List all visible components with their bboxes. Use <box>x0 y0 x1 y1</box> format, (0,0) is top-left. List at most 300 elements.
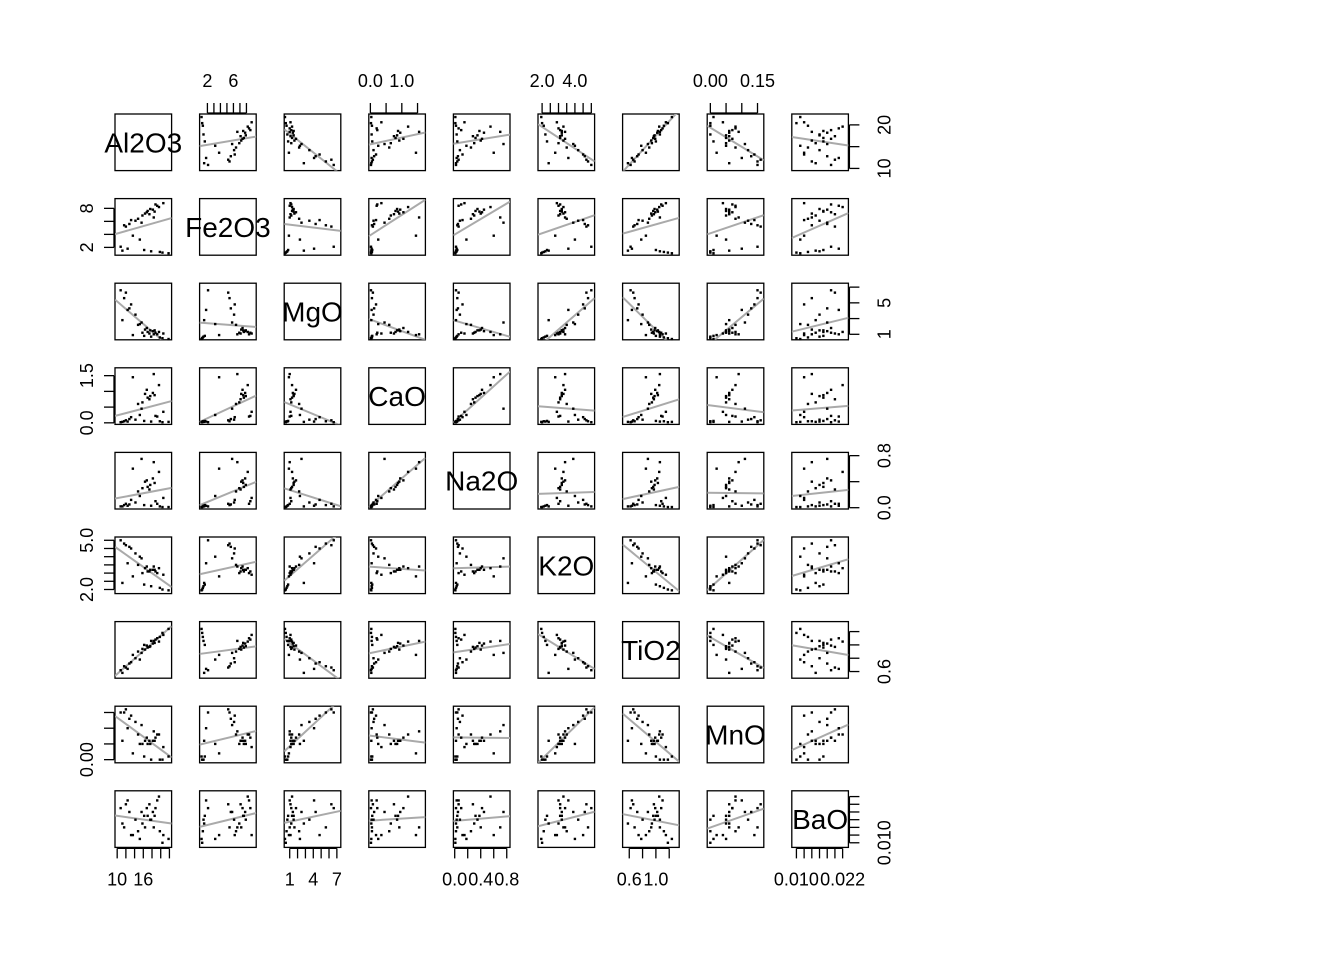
data-point <box>158 206 160 208</box>
data-point <box>214 555 216 557</box>
data-point <box>371 636 373 638</box>
data-point <box>478 642 480 644</box>
data-point <box>455 162 457 164</box>
data-point <box>803 202 805 204</box>
data-point <box>822 743 824 745</box>
data-point <box>137 403 139 405</box>
data-point <box>325 711 327 713</box>
data-point <box>377 495 379 497</box>
data-point <box>153 482 155 484</box>
data-point <box>728 642 730 644</box>
data-point <box>489 125 491 127</box>
data-point <box>722 497 724 499</box>
data-point <box>750 811 752 813</box>
data-point <box>418 565 420 567</box>
data-point <box>230 307 232 309</box>
data-point <box>640 495 642 497</box>
data-point <box>725 658 727 660</box>
data-point <box>747 149 749 151</box>
data-point <box>150 640 152 642</box>
data-point <box>460 807 462 809</box>
data-point <box>204 335 206 337</box>
data-point <box>627 249 629 251</box>
data-point <box>300 221 302 223</box>
data-point <box>461 303 463 305</box>
data-point <box>822 646 824 648</box>
data-point <box>647 143 649 145</box>
data-point <box>728 162 730 164</box>
data-point <box>472 398 474 400</box>
data-point <box>838 333 840 335</box>
data-point <box>556 497 558 499</box>
data-point <box>734 415 736 417</box>
data-point <box>245 134 247 136</box>
tick-label: 0.6 <box>616 869 642 890</box>
data-point <box>838 562 840 564</box>
data-point <box>741 799 743 801</box>
data-point <box>665 202 667 204</box>
data-point <box>709 585 711 587</box>
data-point <box>659 505 661 507</box>
data-point <box>242 394 244 396</box>
data-point <box>289 488 291 490</box>
data-point <box>461 153 463 155</box>
data-point <box>375 219 377 221</box>
data-point <box>807 336 809 338</box>
data-point <box>370 668 372 670</box>
data-point <box>330 419 332 421</box>
data-point <box>227 159 229 161</box>
data-point <box>722 411 724 413</box>
data-point <box>661 127 663 129</box>
data-point <box>502 811 504 813</box>
data-point <box>650 826 652 828</box>
data-point <box>370 842 372 844</box>
panel-Al2O3-vs-MnO <box>707 114 764 171</box>
data-point <box>134 501 136 503</box>
data-point <box>457 225 459 227</box>
data-point <box>289 121 291 123</box>
data-point <box>455 640 457 642</box>
data-point <box>650 139 652 141</box>
data-point <box>418 461 420 463</box>
panel-BaO-vs-MgO <box>284 791 341 848</box>
data-point <box>146 807 148 809</box>
data-point <box>564 807 566 809</box>
data-point <box>204 140 206 142</box>
data-point <box>247 733 249 735</box>
data-point <box>737 640 739 642</box>
data-point <box>562 795 564 797</box>
data-point <box>818 501 820 503</box>
data-point <box>661 205 663 207</box>
data-point <box>455 727 457 729</box>
data-point <box>247 384 249 386</box>
data-point <box>457 708 459 710</box>
data-point <box>125 708 127 710</box>
tick-label: 0.010 <box>874 820 895 866</box>
data-point <box>481 644 483 646</box>
data-point <box>641 818 643 820</box>
data-point <box>418 333 420 335</box>
data-point <box>590 669 592 671</box>
panel-frame <box>453 283 510 340</box>
data-point <box>728 482 730 484</box>
data-point <box>236 730 238 732</box>
data-point <box>140 557 142 559</box>
data-point <box>238 142 240 144</box>
data-point <box>722 574 724 576</box>
data-point <box>202 636 204 638</box>
data-point <box>308 721 310 723</box>
data-point <box>667 337 669 339</box>
data-point <box>239 332 241 334</box>
data-point <box>149 743 151 745</box>
data-point <box>645 467 647 469</box>
panel-MnO-vs-Na2O <box>453 706 510 763</box>
data-point <box>121 319 123 321</box>
panel-frame <box>623 368 680 425</box>
data-point <box>407 125 409 127</box>
data-point <box>654 138 656 140</box>
data-point <box>803 752 805 754</box>
data-point <box>144 393 146 395</box>
data-point <box>818 585 820 587</box>
data-point <box>564 327 566 329</box>
data-point <box>747 501 749 503</box>
data-point <box>590 807 592 809</box>
data-point <box>834 398 836 400</box>
data-point <box>627 421 629 423</box>
data-point <box>807 403 809 405</box>
data-point <box>590 711 592 713</box>
data-point <box>140 652 142 654</box>
data-point <box>818 505 820 507</box>
data-point <box>289 202 291 204</box>
data-point <box>289 637 291 639</box>
data-point <box>838 733 840 735</box>
data-point <box>298 830 300 832</box>
data-point <box>248 799 250 801</box>
data-point <box>645 834 647 836</box>
data-point <box>393 332 395 334</box>
data-point <box>750 503 752 505</box>
data-point <box>396 134 398 136</box>
data-point <box>655 504 657 506</box>
data-point <box>838 420 840 422</box>
data-point <box>370 162 372 164</box>
panel-Na2O-vs-Al2O3 <box>115 452 172 509</box>
data-point <box>415 467 417 469</box>
data-point <box>554 752 556 754</box>
data-point <box>572 143 574 145</box>
data-point <box>744 221 746 223</box>
data-point <box>659 758 661 760</box>
data-point <box>248 503 250 505</box>
data-point <box>807 420 809 422</box>
data-point <box>375 127 377 129</box>
data-point <box>822 140 824 142</box>
data-point <box>807 564 809 566</box>
data-point <box>286 758 288 760</box>
data-point <box>380 834 382 836</box>
data-point <box>647 458 649 460</box>
data-point <box>822 335 824 337</box>
data-point <box>375 153 377 155</box>
data-point <box>123 297 125 299</box>
data-point <box>242 815 244 817</box>
data-point <box>641 501 643 503</box>
data-point <box>134 552 136 554</box>
data-point <box>298 733 300 735</box>
data-point <box>371 249 373 251</box>
data-point <box>383 321 385 323</box>
data-point <box>709 640 711 642</box>
data-point <box>803 332 805 334</box>
data-point <box>121 582 123 584</box>
data-point <box>633 297 635 299</box>
data-point <box>126 309 128 311</box>
data-point <box>659 730 661 732</box>
tick-label: 7 <box>331 869 342 890</box>
data-point <box>671 116 673 118</box>
data-point <box>234 303 236 305</box>
data-point <box>478 329 480 331</box>
data-point <box>325 160 327 162</box>
tick-label: 8 <box>77 203 97 214</box>
data-point <box>725 572 727 574</box>
panel-CaO-vs-CaO <box>368 368 426 425</box>
data-point <box>559 332 561 334</box>
data-point <box>130 219 132 221</box>
data-point <box>370 116 372 118</box>
data-point <box>159 587 161 589</box>
data-point <box>741 420 743 422</box>
data-point <box>388 733 390 735</box>
data-point <box>292 134 294 136</box>
data-point <box>407 733 409 735</box>
data-point <box>841 471 843 473</box>
data-point <box>233 552 235 554</box>
data-point <box>139 658 141 660</box>
data-point <box>285 842 287 844</box>
data-point <box>826 642 828 644</box>
data-point <box>325 420 327 422</box>
data-point <box>231 321 233 323</box>
data-point <box>455 539 457 541</box>
data-point <box>383 143 385 145</box>
data-point <box>759 544 761 546</box>
data-point <box>481 565 483 567</box>
data-point <box>473 743 475 745</box>
data-point <box>584 307 586 309</box>
data-point <box>153 210 155 212</box>
data-point <box>574 414 576 416</box>
data-point <box>822 482 824 484</box>
panel-frame <box>453 537 510 594</box>
data-point <box>123 711 125 713</box>
data-point <box>830 711 832 713</box>
variable-label: Al2O3 <box>104 127 183 159</box>
data-point <box>399 477 401 479</box>
data-point <box>811 212 813 214</box>
data-point <box>390 487 392 489</box>
data-point <box>299 414 301 416</box>
data-point <box>799 238 801 240</box>
data-point <box>370 319 372 321</box>
data-point <box>653 818 655 820</box>
data-point <box>233 501 235 503</box>
data-point <box>499 826 501 828</box>
data-point <box>390 332 392 334</box>
right-axis-BaO <box>849 797 894 866</box>
data-point <box>377 238 379 240</box>
data-point <box>463 634 465 636</box>
data-point <box>709 250 711 252</box>
data-point <box>822 130 824 132</box>
data-point <box>325 665 327 667</box>
data-point <box>658 206 660 208</box>
data-point <box>547 822 549 824</box>
data-point <box>250 574 252 576</box>
data-point <box>289 127 291 129</box>
data-point <box>826 652 828 654</box>
panel-Na2O-vs-K2O <box>538 452 595 509</box>
data-point <box>811 420 813 422</box>
data-point <box>394 210 396 212</box>
data-point <box>648 146 650 148</box>
data-point <box>247 795 249 797</box>
data-point <box>291 206 293 208</box>
data-point <box>134 657 136 659</box>
data-point <box>728 332 730 334</box>
data-point <box>756 542 758 544</box>
data-point <box>499 333 501 335</box>
data-point <box>161 506 163 508</box>
data-point <box>303 249 305 251</box>
tick-label: 0.15 <box>739 71 776 91</box>
data-point <box>818 645 820 647</box>
data-point <box>547 319 549 321</box>
data-point <box>540 838 542 840</box>
data-point <box>313 668 315 670</box>
data-point <box>393 740 395 742</box>
data-point <box>239 398 241 400</box>
data-point <box>557 637 559 639</box>
right-axis-MgO <box>849 287 894 339</box>
data-point <box>728 815 730 817</box>
data-point <box>814 319 816 321</box>
data-point <box>814 332 816 334</box>
data-point <box>247 331 249 333</box>
data-point <box>159 636 161 638</box>
data-point <box>289 131 291 133</box>
data-point <box>474 210 476 212</box>
data-point <box>799 755 801 757</box>
data-point <box>540 421 542 423</box>
data-point <box>480 826 482 828</box>
data-point <box>659 131 661 133</box>
data-point <box>807 505 809 507</box>
data-point <box>375 333 377 335</box>
panel-K2O-vs-Na2O <box>453 537 510 594</box>
data-point <box>803 376 805 378</box>
data-point <box>463 574 465 576</box>
data-point <box>289 570 291 572</box>
data-point <box>826 407 828 409</box>
data-point <box>799 495 801 497</box>
data-point <box>826 724 828 726</box>
data-point <box>541 122 543 124</box>
data-point <box>235 146 237 148</box>
data-point <box>540 628 542 630</box>
data-point <box>214 145 216 147</box>
data-point <box>137 830 139 832</box>
data-point <box>715 467 717 469</box>
data-point <box>162 634 164 636</box>
data-point <box>671 338 673 340</box>
data-point <box>202 640 204 642</box>
data-point <box>388 564 390 566</box>
data-point <box>159 505 161 507</box>
data-point <box>728 477 730 479</box>
data-point <box>631 505 633 507</box>
data-point <box>731 500 733 502</box>
bottom-axis-BaO <box>774 848 865 889</box>
data-point <box>456 249 458 251</box>
data-point <box>653 332 655 334</box>
data-point <box>390 648 392 650</box>
data-point <box>641 313 643 315</box>
data-point <box>303 505 305 507</box>
data-point <box>737 131 739 133</box>
data-point <box>756 505 758 507</box>
panel-K2O-vs-TiO2 <box>623 537 680 594</box>
data-point <box>383 724 385 726</box>
data-point <box>481 327 483 329</box>
data-point <box>207 807 209 809</box>
data-point <box>227 803 229 805</box>
data-point <box>838 205 840 207</box>
data-point <box>291 125 293 127</box>
data-point <box>814 572 816 574</box>
data-point <box>564 644 566 646</box>
data-point <box>148 740 150 742</box>
data-point <box>826 143 828 145</box>
data-point <box>397 569 399 571</box>
data-point <box>632 544 634 546</box>
data-point <box>397 210 399 212</box>
data-point <box>318 219 320 221</box>
data-point <box>795 758 797 760</box>
data-point <box>709 505 711 507</box>
data-point <box>822 504 824 506</box>
data-point <box>298 218 300 220</box>
data-point <box>159 251 161 253</box>
data-point <box>288 752 290 754</box>
data-point <box>158 567 160 569</box>
data-point <box>236 640 238 642</box>
data-point <box>459 220 461 222</box>
data-point <box>284 116 286 118</box>
data-point <box>567 157 569 159</box>
data-point <box>566 324 568 326</box>
data-point <box>457 415 459 417</box>
data-point <box>202 133 204 135</box>
data-point <box>671 252 673 254</box>
data-point <box>372 803 374 805</box>
tick-label: 5 <box>874 297 895 308</box>
